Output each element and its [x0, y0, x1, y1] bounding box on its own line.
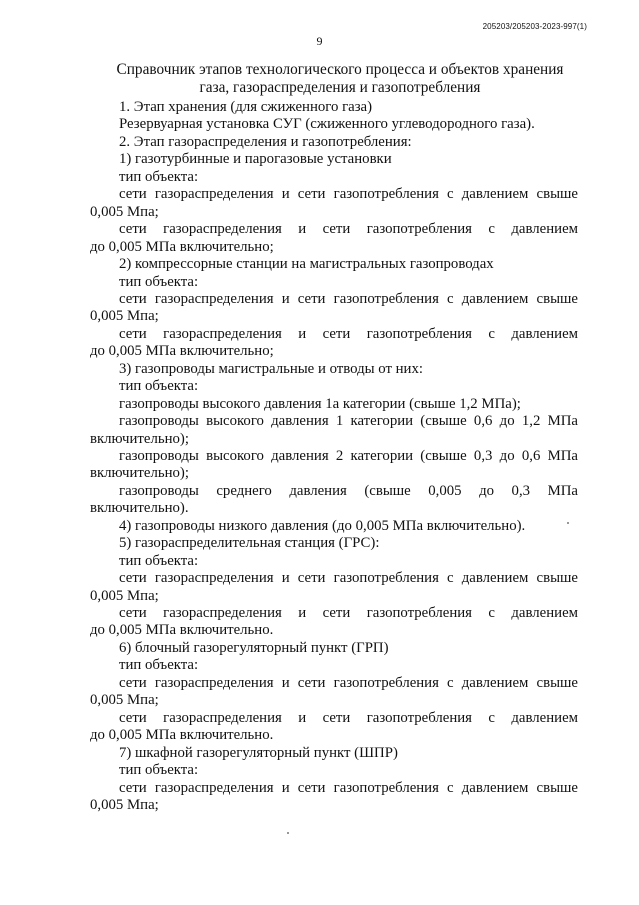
text-line: 1. Этап хранения (для сжиженного газа) [119, 99, 373, 115]
text-line: тип объекта: [119, 168, 199, 185]
text-line: 2) компрессорные станции на магистральных газопроводах [119, 256, 494, 273]
text-line: 7) шкафной газорегуляторный пункт (ШПР) [119, 744, 398, 761]
text-line: тип объекта: [119, 762, 199, 779]
text-line: сети газораспределения и сети газопотребления с давлением свыше [119, 570, 578, 587]
page-title [90, 61, 590, 96]
text-line: 3) газопроводы магистральные и отводы от них: [119, 360, 423, 377]
text-line: тип объекта: [119, 657, 199, 674]
text-line: тип объекта: [119, 378, 199, 395]
text-line: тип объекта: [119, 273, 199, 290]
text-line: 5) газораспределительная станция (ГРС): [119, 535, 380, 552]
text-line: 0,005 Мпа; [90, 308, 159, 325]
text-line: до 0,005 МПа включительно; [90, 343, 274, 360]
page-number: 9 [316, 34, 323, 48]
text-line: сети газораспределения и сети газопотребления с давлением [119, 709, 578, 726]
text-line: газопроводы высокого давления 2 категории (свыше 0,3 до 0,6 МПа [119, 447, 578, 464]
text-line: 6) блочный газорегуляторный пункт (ГРП) [119, 639, 389, 656]
text-line: сети газораспределения и сети газопотребления с давлением свыше [119, 290, 578, 307]
text-line: 4) газопроводы низкого давления (до 0,005 МПа включительно). [119, 517, 526, 534]
text-line: до 0,005 МПа включительно. [90, 622, 274, 639]
text-line: газопроводы высокого давления 1 категории (свыше 0,6 до 1,2 МПа [119, 413, 578, 430]
text-line: включительно); [90, 465, 189, 482]
text-line: Резервуарная установка СУГ (сжиженного углеводородного газа). [119, 116, 535, 133]
text-line: включительно); [90, 430, 189, 447]
text-line: сети газораспределения и сети газопотребления с давлением [119, 605, 578, 622]
text-line: 2. Этап газораспределения и газопотребления: [119, 133, 412, 150]
text-line: 0,005 Мпа; [90, 587, 159, 604]
text-line: 0,005 Мпа; [90, 203, 159, 220]
scan-speck [567, 522, 569, 524]
text-line: сети газораспределения и сети газопотребления с давлением свыше [119, 186, 578, 203]
text-line: до 0,005 МПа включительно; [90, 238, 274, 255]
scan-speck [287, 832, 289, 834]
title-line-1: Справочник этапов технологического процесса и объектов хранения [116, 61, 564, 78]
document-id: 205203/205203-2023-997(1) [482, 22, 587, 31]
text-line: сети газораспределения и сети газопотребления с давлением [119, 221, 578, 238]
text-line: 1) газотурбинные и парогазовые установки [119, 151, 392, 168]
text-line: сети газораспределения и сети газопотребления с давлением [119, 325, 578, 342]
body-text [90, 99, 578, 814]
text-line: включительно). [90, 500, 189, 517]
text-line: 0,005 Мпа; [90, 692, 159, 709]
text-line: до 0,005 МПа включительно. [90, 727, 274, 744]
text-line: сети газораспределения и сети газопотребления с давлением свыше [119, 674, 578, 691]
text-line: сети газораспределения и сети газопотребления с давлением свыше [119, 779, 578, 796]
text-line: газопроводы среднего давления (свыше 0,005 до 0,3 МПа [119, 482, 578, 499]
title-line-2: газа, газораспределения и газопотребления [199, 78, 481, 96]
text-line: тип объекта: [119, 552, 199, 569]
text-line: 0,005 Мпа; [90, 796, 159, 813]
text-line: газопроводы высокого давления 1а категории (свыше 1,2 МПа); [119, 395, 521, 412]
